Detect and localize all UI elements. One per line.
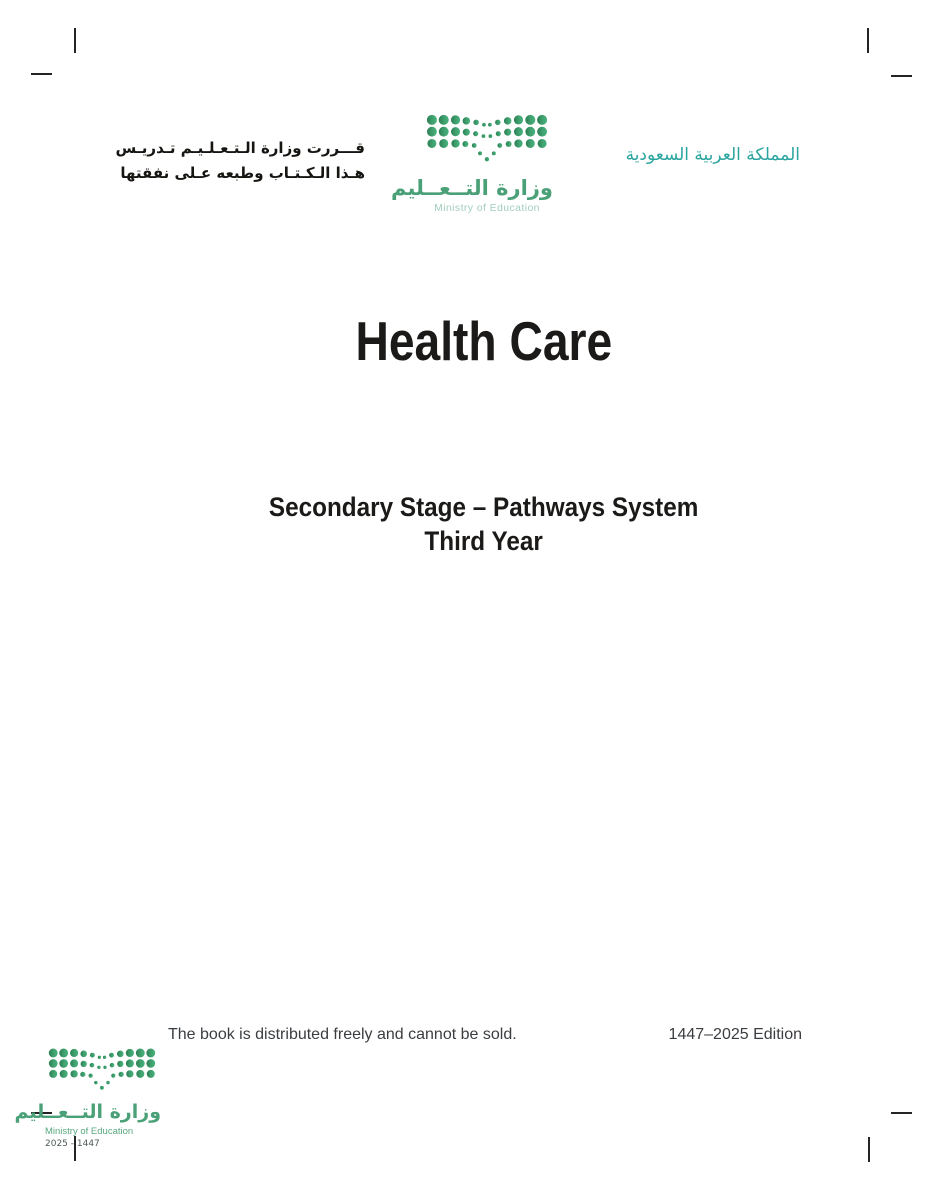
subtitle-stage: Secondary Stage – Pathways System bbox=[269, 492, 699, 522]
crop-mark-top-right-vertical bbox=[867, 28, 869, 53]
subtitle-block bbox=[42, 490, 926, 558]
crop-mark-top-left-vertical bbox=[74, 28, 76, 53]
decree-line-1: قـــررت وزارة الـتـعـلـيـم تـدريـس bbox=[115, 139, 365, 157]
decree-line-2: هـذا الـكـتـاب وطبعه عـلى نفقتها bbox=[120, 164, 365, 182]
crop-mark-top-left-horizontal bbox=[31, 73, 52, 75]
edition-years: 2025 - 1447 bbox=[45, 1139, 100, 1149]
title-block bbox=[42, 310, 926, 372]
crop-mark-bottom-right-horizontal bbox=[891, 1112, 912, 1114]
book-title: Health Care bbox=[355, 310, 613, 372]
ministry-logo-dots-icon bbox=[423, 112, 551, 173]
ministry-wordmark-english: Ministry of Education bbox=[45, 1126, 134, 1137]
kingdom-name-text: المملكة العربية السعودية bbox=[625, 145, 800, 165]
ministry-wordmark-arabic: وزارة التــعــليم bbox=[14, 1101, 161, 1123]
distribution-note: The book is distributed freely and cannot be sold. bbox=[168, 1026, 517, 1043]
ministry-wordmark-english: Ministry of Education bbox=[434, 202, 540, 214]
edition-label: 1447–2025 Edition bbox=[668, 1026, 802, 1043]
subtitle-year: Third Year bbox=[424, 526, 544, 556]
ministry-logo-dots-icon bbox=[45, 1046, 159, 1100]
crop-mark-top-right-horizontal bbox=[891, 75, 912, 77]
crop-mark-bottom-right-vertical bbox=[868, 1137, 870, 1162]
ministry-logo-top bbox=[391, 112, 553, 214]
ministry-wordmark-arabic: وزارة التــعــليم bbox=[391, 176, 553, 200]
ministry-logo-bottom bbox=[14, 1046, 161, 1149]
ministry-decree-text bbox=[115, 136, 365, 186]
